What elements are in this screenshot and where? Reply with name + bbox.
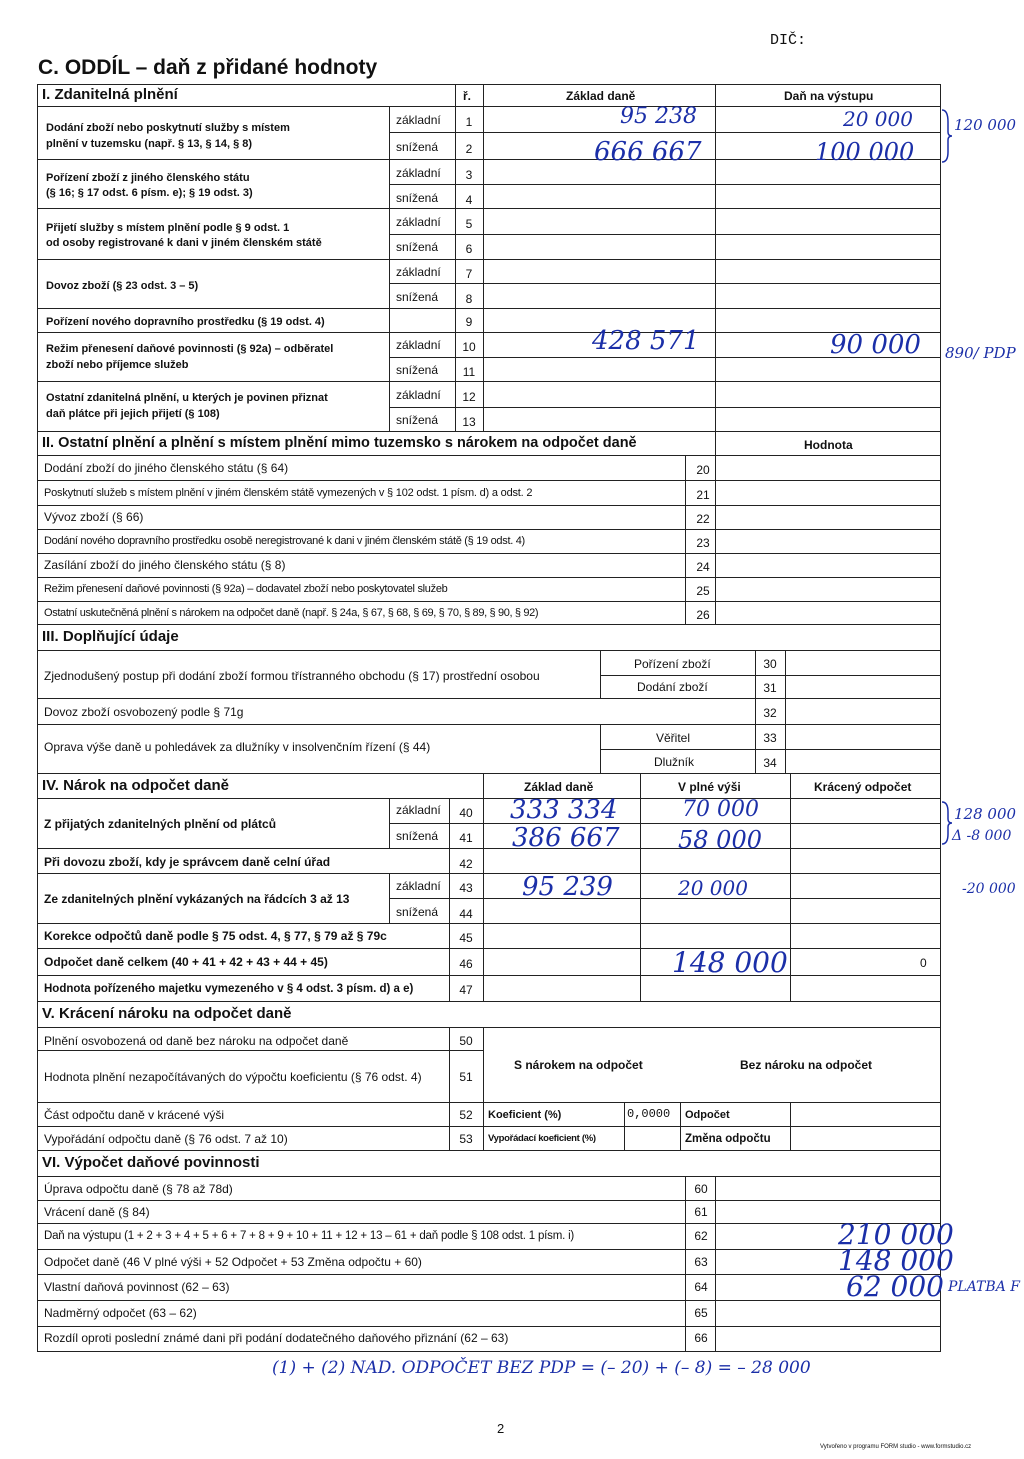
row-number: 11: [462, 365, 476, 379]
row9-label: Pořízení nového dopravního prostředku (§ 19 odst. 4): [46, 316, 325, 328]
koeficient-label: Koeficient (%): [488, 1109, 562, 1121]
row32-label: Dovoz zboží osvobozený podle § 71g: [44, 705, 244, 719]
section-1-title: I. Zdanitelná plnění: [42, 86, 178, 103]
hw-r43-plne: 20 000: [678, 876, 748, 900]
row-number: 44: [459, 907, 473, 921]
type-zakladni: základní: [396, 879, 441, 893]
row45-label: Korekce odpočtů daně podle § 75 odst. 4, § 77, § 79 až § 79c: [44, 929, 387, 943]
row-number: 51: [459, 1070, 473, 1084]
row-number: 64: [694, 1280, 708, 1294]
hw-r10-zaklad: 428 571: [592, 326, 700, 356]
porizeni-label: Pořízení zboží: [634, 657, 711, 671]
col-r-header: ř.: [463, 89, 472, 103]
row-number: 43: [459, 881, 473, 895]
hw-r10-note: 890/ PDP: [945, 344, 1016, 362]
row-number: 4: [465, 193, 473, 207]
row-number: 23: [696, 536, 710, 550]
row7-label: Dovoz zboží (§ 23 odst. 3 – 5): [46, 280, 199, 292]
row-number: 13: [462, 415, 476, 429]
hw-r40-zaklad: 333 334: [510, 795, 618, 825]
row65-label: Nadměrný odpočet (63 – 62): [44, 1306, 197, 1320]
hw-r64-note: PLATBA F: [948, 1279, 1020, 1295]
row51-label: Hodnota plnění nezapočítávaných do výpočtu koeficientu (§ 76 odst. 4): [44, 1070, 422, 1084]
row-number: 9: [465, 315, 473, 329]
bez-naroku-header: Bez nároku na odpočet: [740, 1058, 873, 1072]
hw-brace-delta-40: Δ -8 000: [952, 828, 1012, 844]
row-number: 5: [465, 217, 473, 231]
dodani-label: Dodání zboží: [637, 680, 708, 694]
section-3-title: III. Doplňující údaje: [42, 628, 179, 645]
row12-label: Ostatní zdanitelná plnění, u kterých je povinen přiznat: [46, 392, 328, 404]
row-number: 45: [459, 931, 473, 945]
row47-label: Hodnota pořízeného majetku vymezeného v § 4 odst. 3 písm. d) a e): [44, 983, 414, 995]
row-number: 30: [763, 657, 777, 671]
row12-label-2: daň plátce při jejich přijetí (§ 108): [46, 408, 220, 420]
row-number: 25: [696, 584, 710, 598]
type-snizena: snížená: [396, 140, 439, 154]
row-number: 53: [459, 1132, 473, 1146]
row60-label: Úprava odpočtu daně (§ 78 až 78d): [44, 1182, 233, 1196]
hw-r1-zaklad: 95 238: [620, 104, 697, 129]
row1-label: Dodání zboží nebo poskytnutí služby s místem: [46, 122, 290, 134]
row21-label: Poskytnutí služeb s místem plnění v jiném členském státě vymezených v § 102 odst. 1 písm. d) a odst. 2: [44, 487, 533, 499]
row-number: 66: [694, 1331, 708, 1345]
row-number: 32: [763, 706, 777, 720]
row-number: 26: [696, 608, 710, 622]
row-number: 7: [465, 267, 473, 281]
vyporadaci-koeficient-label: Vypořádací koeficient (%): [488, 1133, 596, 1144]
type-zakladni: základní: [396, 265, 441, 279]
section-6-title: VI. Výpočet daňové povinnosti: [42, 1154, 260, 1171]
row50-label: Plnění osvobozená od daně bez nároku na odpočet daně: [44, 1034, 349, 1048]
row-number: 46: [459, 957, 473, 971]
row63-label: Odpočet daně (46 V plné výši + 52 Odpočet + 53 Změna odpočtu + 60): [44, 1255, 422, 1269]
hw-bottom-note: (1) + (2) NAD. ODPOČET BEZ PDP = (– 20) + (– 8) = – 28 000: [272, 1358, 811, 1378]
row61-label: Vrácení daně (§ 84): [44, 1205, 150, 1219]
row64-label: Vlastní daňová povinnost (62 – 63): [44, 1280, 230, 1294]
row24-label: Zasílání zboží do jiného členského státu (§ 8): [44, 558, 286, 572]
section-6-frame: [37, 1150, 941, 1352]
row26-label: Ostatní uskutečněná plnění s nárokem na odpočet daně (např. § 24a, § 67, § 68, § 69, § 70, § 89, § 90, § 92): [44, 607, 539, 619]
type-zakladni: základní: [396, 338, 441, 352]
section-4-title: IV. Nárok na odpočet daně: [42, 777, 229, 794]
row-number: 21: [696, 488, 710, 502]
row-number: 60: [694, 1182, 708, 1196]
col-zaklad-header: Základ daně: [566, 89, 636, 103]
type-snizena: snížená: [396, 905, 439, 919]
row-number: 40: [459, 806, 473, 820]
col-dan-header: Daň na výstupu: [784, 89, 874, 103]
hw-r64: 62 000: [846, 1270, 944, 1303]
row-number: 41: [459, 831, 473, 845]
page-number: 2: [497, 1421, 505, 1436]
row52-label: Část odpočtu daně v krácené výši: [44, 1108, 225, 1122]
hw-r2-zaklad: 666 667: [594, 137, 702, 167]
row42-label: Při dovozu zboží, kdy je správcem daně celní úřad: [44, 855, 331, 869]
section-2-title: II. Ostatní plnění a plnění s místem plnění mimo tuzemsko s nárokem na odpočet daně: [42, 435, 637, 451]
row20-label: Dodání zboží do jiného členského státu (§ 64): [44, 461, 289, 475]
row46-kraceny-value: 0: [920, 956, 927, 970]
footer-credit: Vytvořeno v programu FORM studio - www.formstudio.cz: [820, 1444, 972, 1450]
hw-r46-plne: 148 000: [672, 946, 788, 979]
row-number: 42: [459, 857, 473, 871]
row5-label: Přijetí služby s místem plnění podle § 9 odst. 1: [46, 222, 290, 234]
odpocet-label: Odpočet: [685, 1109, 730, 1121]
row-number: 2: [465, 142, 473, 156]
type-snizena: snížená: [396, 240, 439, 254]
type-snizena: snížená: [396, 191, 439, 205]
brace-icon: [940, 108, 954, 164]
zmena-odpoctu-label: Změna odpočtu: [685, 1133, 771, 1145]
row22-label: Vývoz zboží (§ 66): [44, 510, 144, 524]
row10-label: Režim přenesení daňové povinnosti (§ 92a) – odběratel: [46, 343, 334, 355]
row33-label: Oprava výše daně u pohledávek za dlužníky v insolvenčním řízení (§ 44): [44, 740, 431, 754]
row-number: 3: [465, 168, 473, 182]
row-number: 50: [459, 1034, 473, 1048]
row25-label: Režim přenesení daňové povinnosti (§ 92a) – dodavatel zboží nebo poskytovatel služeb: [44, 583, 448, 595]
col-kraceny-header: Krácený odpočet: [814, 780, 912, 794]
row-number: 6: [465, 242, 473, 256]
row-number: 31: [763, 681, 777, 695]
row-number: 22: [696, 512, 710, 526]
row-number: 12: [462, 390, 476, 404]
hw-r43-zaklad: 95 239: [522, 872, 613, 902]
hw-r40-plne: 70 000: [682, 797, 759, 822]
type-snizena: snížená: [396, 413, 439, 427]
row62-label: Daň na výstupu (1 + 2 + 3 + 4 + 5 + 6 + 7 + 8 + 9 + 10 + 11 + 12 + 13 – 61 + daň podle § 108 odst. 1 písm. i): [44, 1230, 575, 1242]
row-number: 20: [696, 463, 710, 477]
hw-r43-note: -20 000: [962, 881, 1016, 897]
hw-r62: 210 000: [838, 1218, 954, 1251]
row-number: 52: [459, 1108, 473, 1122]
type-snizena: snížená: [396, 290, 439, 304]
row-number: 8: [465, 292, 473, 306]
type-snizena: snížená: [396, 829, 439, 843]
row3-label-2: (§ 16; § 17 odst. 6 písm. e); § 19 odst. 3): [46, 187, 253, 199]
row-number: 34: [763, 756, 777, 770]
type-zakladni: základní: [396, 113, 441, 127]
col-hodnota-header: Hodnota: [804, 438, 853, 452]
row10-label-2: zboží nebo příjemce služeb: [46, 359, 189, 371]
koeficient-value: 0,0000: [627, 1107, 671, 1121]
row-number: 24: [696, 560, 710, 574]
hw-brace-sum-40: 128 000: [954, 805, 1017, 823]
row5-label-2: od osoby registrované k dani v jiném členském státě: [46, 237, 322, 249]
section-5-title: V. Krácení nároku na odpočet daně: [42, 1005, 292, 1022]
row3-label: Pořízení zboží z jiného členského státu: [46, 172, 250, 184]
veritel-label: Věřitel: [656, 731, 691, 745]
row-number: 61: [694, 1205, 708, 1219]
row-number: 47: [459, 983, 473, 997]
row1-label-2: plnění v tuzemsku (např. § 13, § 14, § 8): [46, 138, 253, 150]
row43-label: Ze zdanitelných plnění vykázaných na řádcích 3 až 13: [44, 892, 350, 906]
hw-r10-dan: 90 000: [830, 330, 921, 360]
row-number: 62: [694, 1229, 708, 1243]
row40-label: Z přijatých zdanitelných plnění od plátců: [44, 817, 277, 831]
row46-label: Odpočet daně celkem (40 + 41 + 42 + 43 + 44 + 45): [44, 955, 328, 969]
page-title: C. ODDÍL – daň z přidané hodnoty: [38, 56, 378, 79]
hw-r2-dan: 100 000: [815, 138, 915, 166]
col-plne-header: V plné výši: [678, 780, 741, 794]
dic-label: DIČ:: [770, 32, 807, 49]
row-number: 10: [462, 340, 476, 354]
row-number: 65: [694, 1306, 708, 1320]
row66-label: Rozdíl oproti poslední známé dani při podání dodatečného daňového přiznání (62 – 63): [44, 1331, 509, 1345]
hw-brace-sum-1: 120 000: [954, 116, 1017, 134]
col-zaklad-header: Základ daně: [524, 780, 594, 794]
dluznik-label: Dlužník: [654, 755, 695, 769]
row53-label: Vypořádání odpočtu daně (§ 76 odst. 7 až 10): [44, 1132, 288, 1146]
hw-r63: 148 000: [838, 1244, 954, 1277]
hw-r41-zaklad: 386 667: [512, 823, 620, 853]
s-narokem-header: S nárokem na odpočet: [514, 1058, 643, 1072]
type-zakladni: základní: [396, 215, 441, 229]
hw-r41-plne: 58 000: [678, 826, 762, 854]
row-number: 1: [465, 115, 473, 129]
type-zakladni: základní: [396, 166, 441, 180]
row30-label: Zjednodušený postup při dodání zboží formou třístranného obchodu (§ 17) prostřední osobou: [44, 669, 540, 683]
type-zakladni: základní: [396, 388, 441, 402]
hw-r1-dan: 20 000: [843, 107, 913, 131]
row-number: 33: [763, 731, 777, 745]
type-snizena: snížená: [396, 363, 439, 377]
row23-label: Dodání nového dopravního prostředku osobě neregistrované k dani v jiném členském státě (§ 19 odst. 4): [44, 535, 525, 547]
type-zakladni: základní: [396, 803, 441, 817]
row-number: 63: [694, 1255, 708, 1269]
